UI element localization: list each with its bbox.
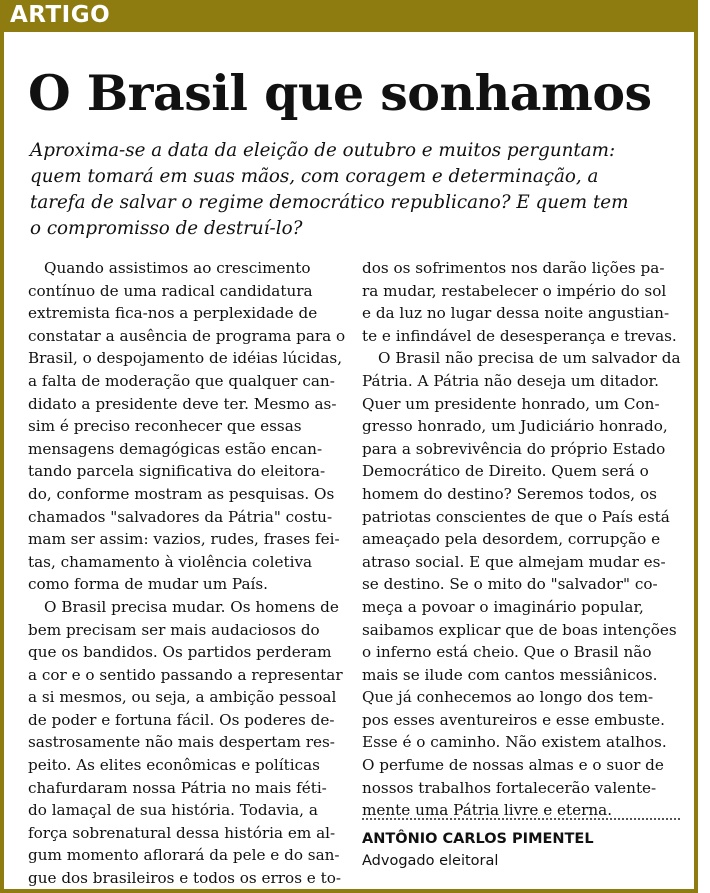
text-line: chafurdaram nossa Pátria no mais féti- bbox=[28, 778, 327, 797]
text-line: gue dos brasileiros e todos os erros e to- bbox=[28, 869, 342, 888]
text-line: peito. As elites econômicas e políticas bbox=[28, 756, 320, 775]
author-role: Advogado eleitoral bbox=[362, 853, 499, 869]
text-line: chamados "salvadores da Pátria" costu- bbox=[28, 507, 333, 526]
text-line: Brasil, o despojamento de idéias lúcidas, bbox=[28, 349, 343, 368]
text-line: sastrosamente não mais despertam res- bbox=[28, 733, 335, 752]
text-line: bem precisam ser mais audaciosos do bbox=[28, 620, 320, 639]
text-line: gresso honrado, um Judiciário honrado, bbox=[362, 417, 668, 436]
text-line: gum momento aflorará da pele e do san- bbox=[28, 846, 340, 865]
text-line: mensagens demagógicas estão encan- bbox=[28, 439, 323, 458]
signature-divider bbox=[362, 818, 680, 820]
text-line: o inferno está cheio. Que o Brasil não bbox=[362, 643, 652, 662]
author-name: ANTÔNIO CARLOS PIMENTEL bbox=[362, 831, 594, 847]
article-headline: O Brasil que sonhamos bbox=[28, 64, 652, 122]
text-line: contínuo de uma radical candidatura bbox=[28, 281, 313, 300]
left-border bbox=[0, 32, 4, 893]
text-line: O Brasil não precisa de um salvador da bbox=[378, 349, 681, 368]
text-line: Pátria. A Pátria não deseja um ditador. bbox=[362, 371, 659, 390]
text-line: O perfume de nossas almas e o suor de bbox=[362, 756, 664, 775]
right-border bbox=[694, 32, 698, 893]
standfirst-line: o compromisso de destruí-lo? bbox=[30, 218, 303, 239]
header-rule bbox=[120, 0, 698, 32]
text-line: dos os sofrimentos nos darão lições pa- bbox=[362, 259, 665, 277]
text-line: Quando assistimos ao crescimento bbox=[44, 259, 311, 277]
text-line: a falta de moderação que qualquer can- bbox=[28, 371, 335, 390]
section-header bbox=[0, 0, 710, 32]
text-line: atraso social. E que almejam mudar es- bbox=[362, 552, 666, 571]
text-line: meça a povoar o imaginário popular, bbox=[362, 597, 644, 616]
text-line: do, conforme mostram as pesquisas. Os bbox=[28, 484, 335, 503]
text-line: mais se ilude com cantos messiânicos. bbox=[362, 665, 658, 684]
standfirst-line: tarefa de salvar o regime democrático republicano? E quem tem bbox=[30, 192, 629, 213]
text-line: mam ser assim: vazios, rudes, frases fei- bbox=[28, 530, 340, 549]
text-line: O Brasil precisa mudar. Os homens de bbox=[44, 597, 339, 616]
text-line: sim é preciso reconhecer que essas bbox=[28, 417, 302, 436]
text-line: homem do destino? Seremos todos, os bbox=[362, 484, 657, 503]
article-column-left bbox=[28, 257, 346, 890]
text-line: Esse é o caminho. Não existem atalhos. bbox=[362, 733, 667, 752]
text-line: que os bandidos. Os partidos perderam bbox=[28, 643, 332, 662]
text-line: pos esses aventureiros e esse embuste. bbox=[362, 710, 665, 729]
text-line: Democrático de Direito. Quem será o bbox=[362, 462, 649, 481]
text-line: do lamaçal de sua história. Todavia, a bbox=[28, 801, 318, 820]
article-column-right bbox=[362, 257, 680, 822]
section-label: ARTIGO bbox=[0, 0, 120, 32]
text-line: a cor e o sentido passando a representar bbox=[28, 665, 343, 684]
text-line: força sobrenatural dessa história em al- bbox=[28, 823, 336, 842]
text-line: didato a presidente deve ter. Mesmo as- bbox=[28, 394, 337, 413]
text-line: Quer um presidente honrado, um Con- bbox=[362, 394, 660, 413]
text-line: como forma de mudar um País. bbox=[28, 575, 268, 594]
standfirst-line: Aproxima-se a data da eleição de outubro e muitos perguntam: bbox=[30, 140, 616, 161]
text-line: extremista fica-nos a perplexidade de bbox=[28, 304, 318, 323]
text-line: se destino. Se o mito do "salvador" co- bbox=[362, 575, 658, 594]
text-line: para a sobrevivência do próprio Estado bbox=[362, 439, 666, 458]
text-line: tando parcela significativa do eleitora- bbox=[28, 462, 326, 481]
text-line: tas, chamamento à violência coletiva bbox=[28, 552, 313, 571]
standfirst-line: quem tomará em suas mãos, com coragem e determinação, a bbox=[30, 166, 599, 187]
text-line: mente uma Pátria livre e eterna. bbox=[362, 801, 613, 820]
text-line: de poder e fortuna fácil. Os poderes de- bbox=[28, 710, 335, 729]
article-standfirst bbox=[30, 138, 686, 242]
text-line: a si mesmos, ou seja, a ambição pessoal bbox=[28, 688, 337, 707]
text-line: constatar a ausência de programa para o bbox=[28, 326, 346, 345]
text-line: saibamos explicar que de boas intenções bbox=[362, 620, 677, 639]
text-line: nossos trabalhos fortalecerão valente- bbox=[362, 778, 657, 797]
text-line: ra mudar, restabelecer o império do sol bbox=[362, 281, 667, 300]
text-line: Que já conhecemos ao longo dos tem- bbox=[362, 688, 654, 707]
text-line: e da luz no lugar dessa noite angustian- bbox=[362, 304, 670, 323]
text-line: ameaçado pela desordem, corrupção e bbox=[362, 530, 661, 549]
text-line: patriotas conscientes de que o País está bbox=[362, 507, 670, 526]
text-line: te e infindável de desesperança e trevas. bbox=[362, 326, 677, 345]
